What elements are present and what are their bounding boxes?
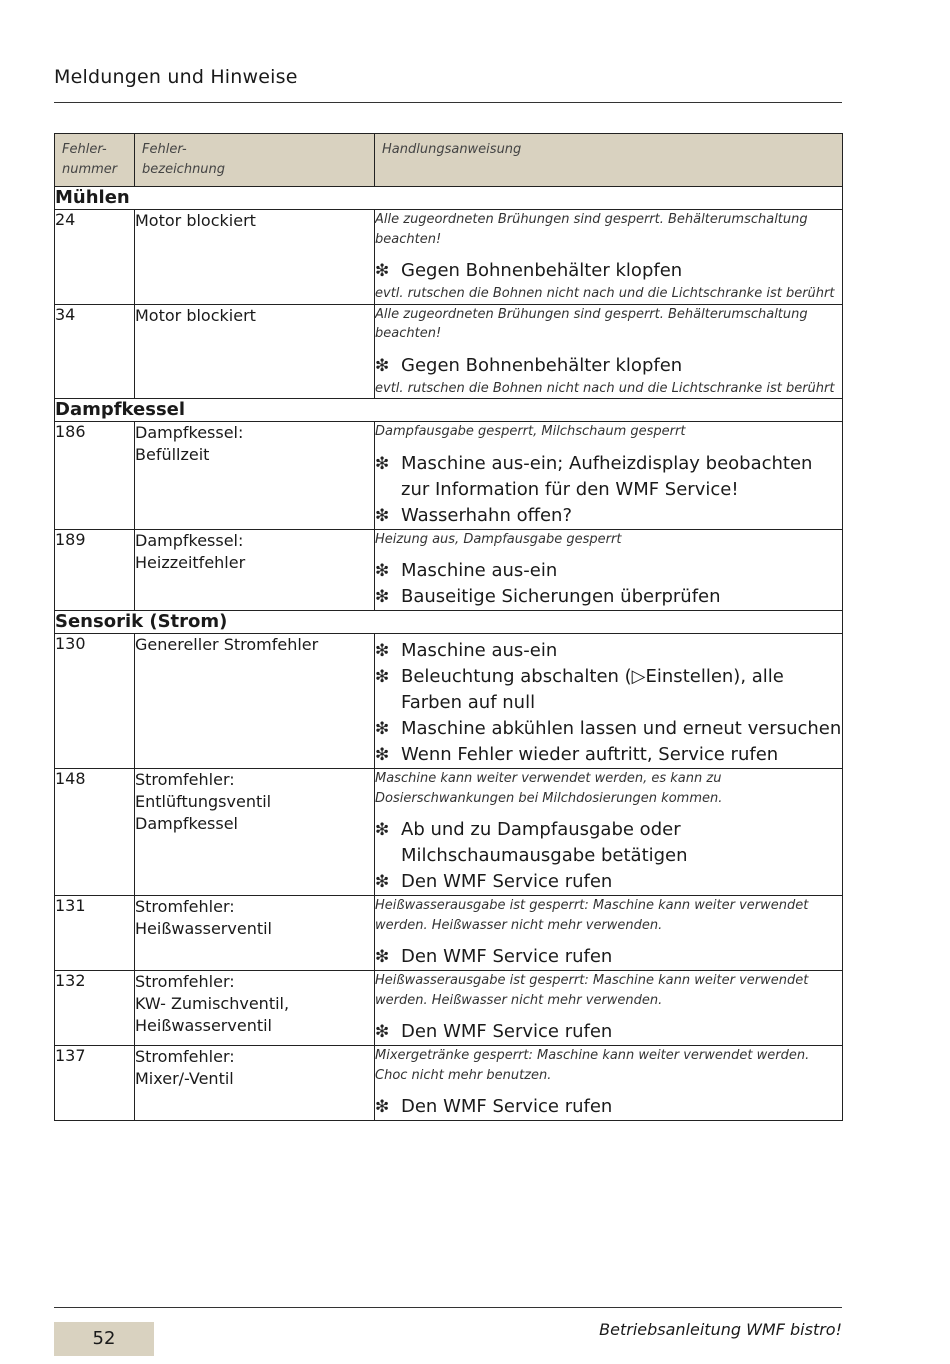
section-header-row [55, 611, 843, 634]
action-subnote: evtl. rutschen die Bohnen nicht nach und die Lichtschranke ist berührt [375, 286, 835, 301]
error-name: Stromfehler: KW- Zumischventil, Heißwasserventil [135, 971, 375, 1046]
action-step-text: Maschine abkühlen lassen und erneut versuchen [401, 718, 842, 739]
table-row [55, 529, 843, 611]
section-title: Mühlen [55, 187, 843, 210]
action-cell [375, 210, 843, 305]
footer-title: Betriebsanleitung WMF bistro! [599, 1320, 842, 1339]
table-row [55, 304, 843, 399]
snowflake-bullet-icon: ❇ [375, 719, 390, 739]
error-number: 34 [55, 304, 135, 399]
action-step [375, 1094, 842, 1120]
action-step-text: Beleuchtung abschalten (▷Einstellen), alle Farben auf null [401, 666, 784, 713]
col-header-name: Fehler- bezeichnung [135, 134, 375, 187]
action-cell [375, 304, 843, 399]
table-body [55, 187, 843, 1121]
action-step [375, 1019, 842, 1045]
table-row [55, 769, 843, 896]
snowflake-bullet-icon: ❇ [375, 1097, 390, 1117]
action-step [375, 638, 842, 664]
action-note: Maschine kann weiter verwendet werden, es kann zu Dosierschwankungen bei Milchdosierungen kommen. [375, 771, 723, 806]
error-name: Stromfehler: Entlüftungsventil Dampfkessel [135, 769, 375, 896]
snowflake-bullet-icon: ❇ [375, 355, 390, 376]
error-table [54, 133, 843, 1121]
error-number: 186 [55, 422, 135, 530]
col-header-number: Fehler- nummer [55, 134, 135, 187]
action-step [375, 451, 842, 503]
table-row [55, 971, 843, 1046]
action-step-text: Gegen Bohnenbehälter klopfen [401, 260, 683, 281]
action-note: Heißwasserausgabe ist gesperrt: Maschine kann weiter verwendet werden. Heißwasser nicht mehr verwenden. [375, 898, 809, 933]
snowflake-bullet-icon: ❇ [375, 453, 390, 474]
action-cell [375, 1046, 843, 1121]
action-cell [375, 634, 843, 769]
snowflake-bullet-icon: ❇ [375, 587, 390, 607]
action-step-text: Maschine aus-ein [401, 560, 558, 581]
snowflake-bullet-icon: ❇ [375, 745, 390, 765]
action-cell [375, 971, 843, 1046]
snowflake-bullet-icon: ❇ [375, 1022, 390, 1042]
table-row [55, 634, 843, 769]
snowflake-bullet-icon: ❇ [375, 820, 390, 840]
action-step-text: Den WMF Service rufen [401, 1096, 613, 1117]
table-header-row [55, 134, 843, 187]
action-step-text: Den WMF Service rufen [401, 1021, 613, 1042]
error-name: Dampfkessel: Heizzeitfehler [135, 529, 375, 611]
action-step-text: Den WMF Service rufen [401, 946, 613, 967]
table-row [55, 896, 843, 971]
error-name: Dampfkessel: Befüllzeit [135, 422, 375, 530]
action-cell [375, 896, 843, 971]
error-number: 132 [55, 971, 135, 1046]
action-step [375, 869, 842, 895]
action-step [375, 716, 842, 742]
snowflake-bullet-icon: ❇ [375, 872, 390, 892]
action-cell [375, 422, 843, 530]
action-note: Mixergetränke gesperrt: Maschine kann weiter verwendet werden. Choc nicht mehr benutzen. [375, 1048, 810, 1083]
table-row [55, 422, 843, 530]
footer-rule [54, 1307, 842, 1308]
action-note: Alle zugeordneten Brühungen sind gesperrt. Behälterumschaltung beachten! [375, 212, 808, 247]
action-step [375, 503, 842, 529]
action-step-text: Ab und zu Dampfausgabe oder Milchschaumausgabe betätigen [401, 819, 688, 866]
action-note: Dampfausgabe gesperrt, Milchschaum gesperrt [375, 424, 686, 439]
action-step-text: Maschine aus-ein; Aufheizdisplay beobachten zur Information für den WMF Service! [401, 452, 813, 500]
section-title: Dampfkessel [55, 399, 843, 422]
action-step-text: Gegen Bohnenbehälter klopfen [401, 354, 683, 376]
error-number: 130 [55, 634, 135, 769]
table-row [55, 210, 843, 305]
error-number: 148 [55, 769, 135, 896]
action-step [375, 817, 842, 869]
snowflake-bullet-icon: ❇ [375, 641, 390, 661]
action-step [375, 742, 842, 768]
error-number: 137 [55, 1046, 135, 1121]
action-step [375, 353, 842, 379]
action-step [375, 558, 842, 584]
action-step-text: Den WMF Service rufen [401, 871, 613, 892]
error-number: 189 [55, 529, 135, 611]
error-number: 131 [55, 896, 135, 971]
error-name: Motor blockiert [135, 210, 375, 305]
error-name: Motor blockiert [135, 304, 375, 399]
action-step-text: Wenn Fehler wieder auftritt, Service rufen [401, 744, 779, 765]
action-note: Alle zugeordneten Brühungen sind gesperrt. Behälterumschaltung beachten! [375, 306, 808, 341]
action-step-text: Bauseitige Sicherungen überprüfen [401, 586, 721, 607]
snowflake-bullet-icon: ❇ [375, 561, 390, 581]
page-number: 52 [54, 1322, 154, 1356]
snowflake-bullet-icon: ❇ [375, 667, 390, 687]
snowflake-bullet-icon: ❇ [375, 505, 390, 526]
error-name: Stromfehler: Heißwasserventil [135, 896, 375, 971]
action-step-text: Wasserhahn offen? [401, 504, 573, 526]
error-name: Genereller Stromfehler [135, 634, 375, 769]
section-header-row [55, 399, 843, 422]
table-row [55, 1046, 843, 1121]
action-step [375, 664, 842, 716]
section-header-row [55, 187, 843, 210]
error-name: Stromfehler: Mixer/-Ventil [135, 1046, 375, 1121]
col-header-action: Handlungsanweisung [375, 134, 843, 187]
action-note: Heißwasserausgabe ist gesperrt: Maschine kann weiter verwendet werden. Heißwasser nicht mehr verwenden. [375, 973, 809, 1008]
action-cell [375, 529, 843, 611]
action-step-text: Maschine aus-ein [401, 640, 558, 661]
action-step [375, 258, 842, 284]
snowflake-bullet-icon: ❇ [375, 261, 390, 281]
error-number: 24 [55, 210, 135, 305]
header-rule [54, 102, 842, 103]
action-note: Heizung aus, Dampfausgabe gesperrt [375, 531, 622, 547]
action-cell [375, 769, 843, 896]
snowflake-bullet-icon: ❇ [375, 947, 390, 967]
action-step [375, 944, 842, 970]
action-step [375, 584, 842, 610]
action-subnote: evtl. rutschen die Bohnen nicht nach und die Lichtschranke ist berührt [375, 380, 835, 396]
page-header-title: Meldungen und Hinweise [54, 66, 298, 88]
section-title: Sensorik (Strom) [55, 611, 843, 634]
